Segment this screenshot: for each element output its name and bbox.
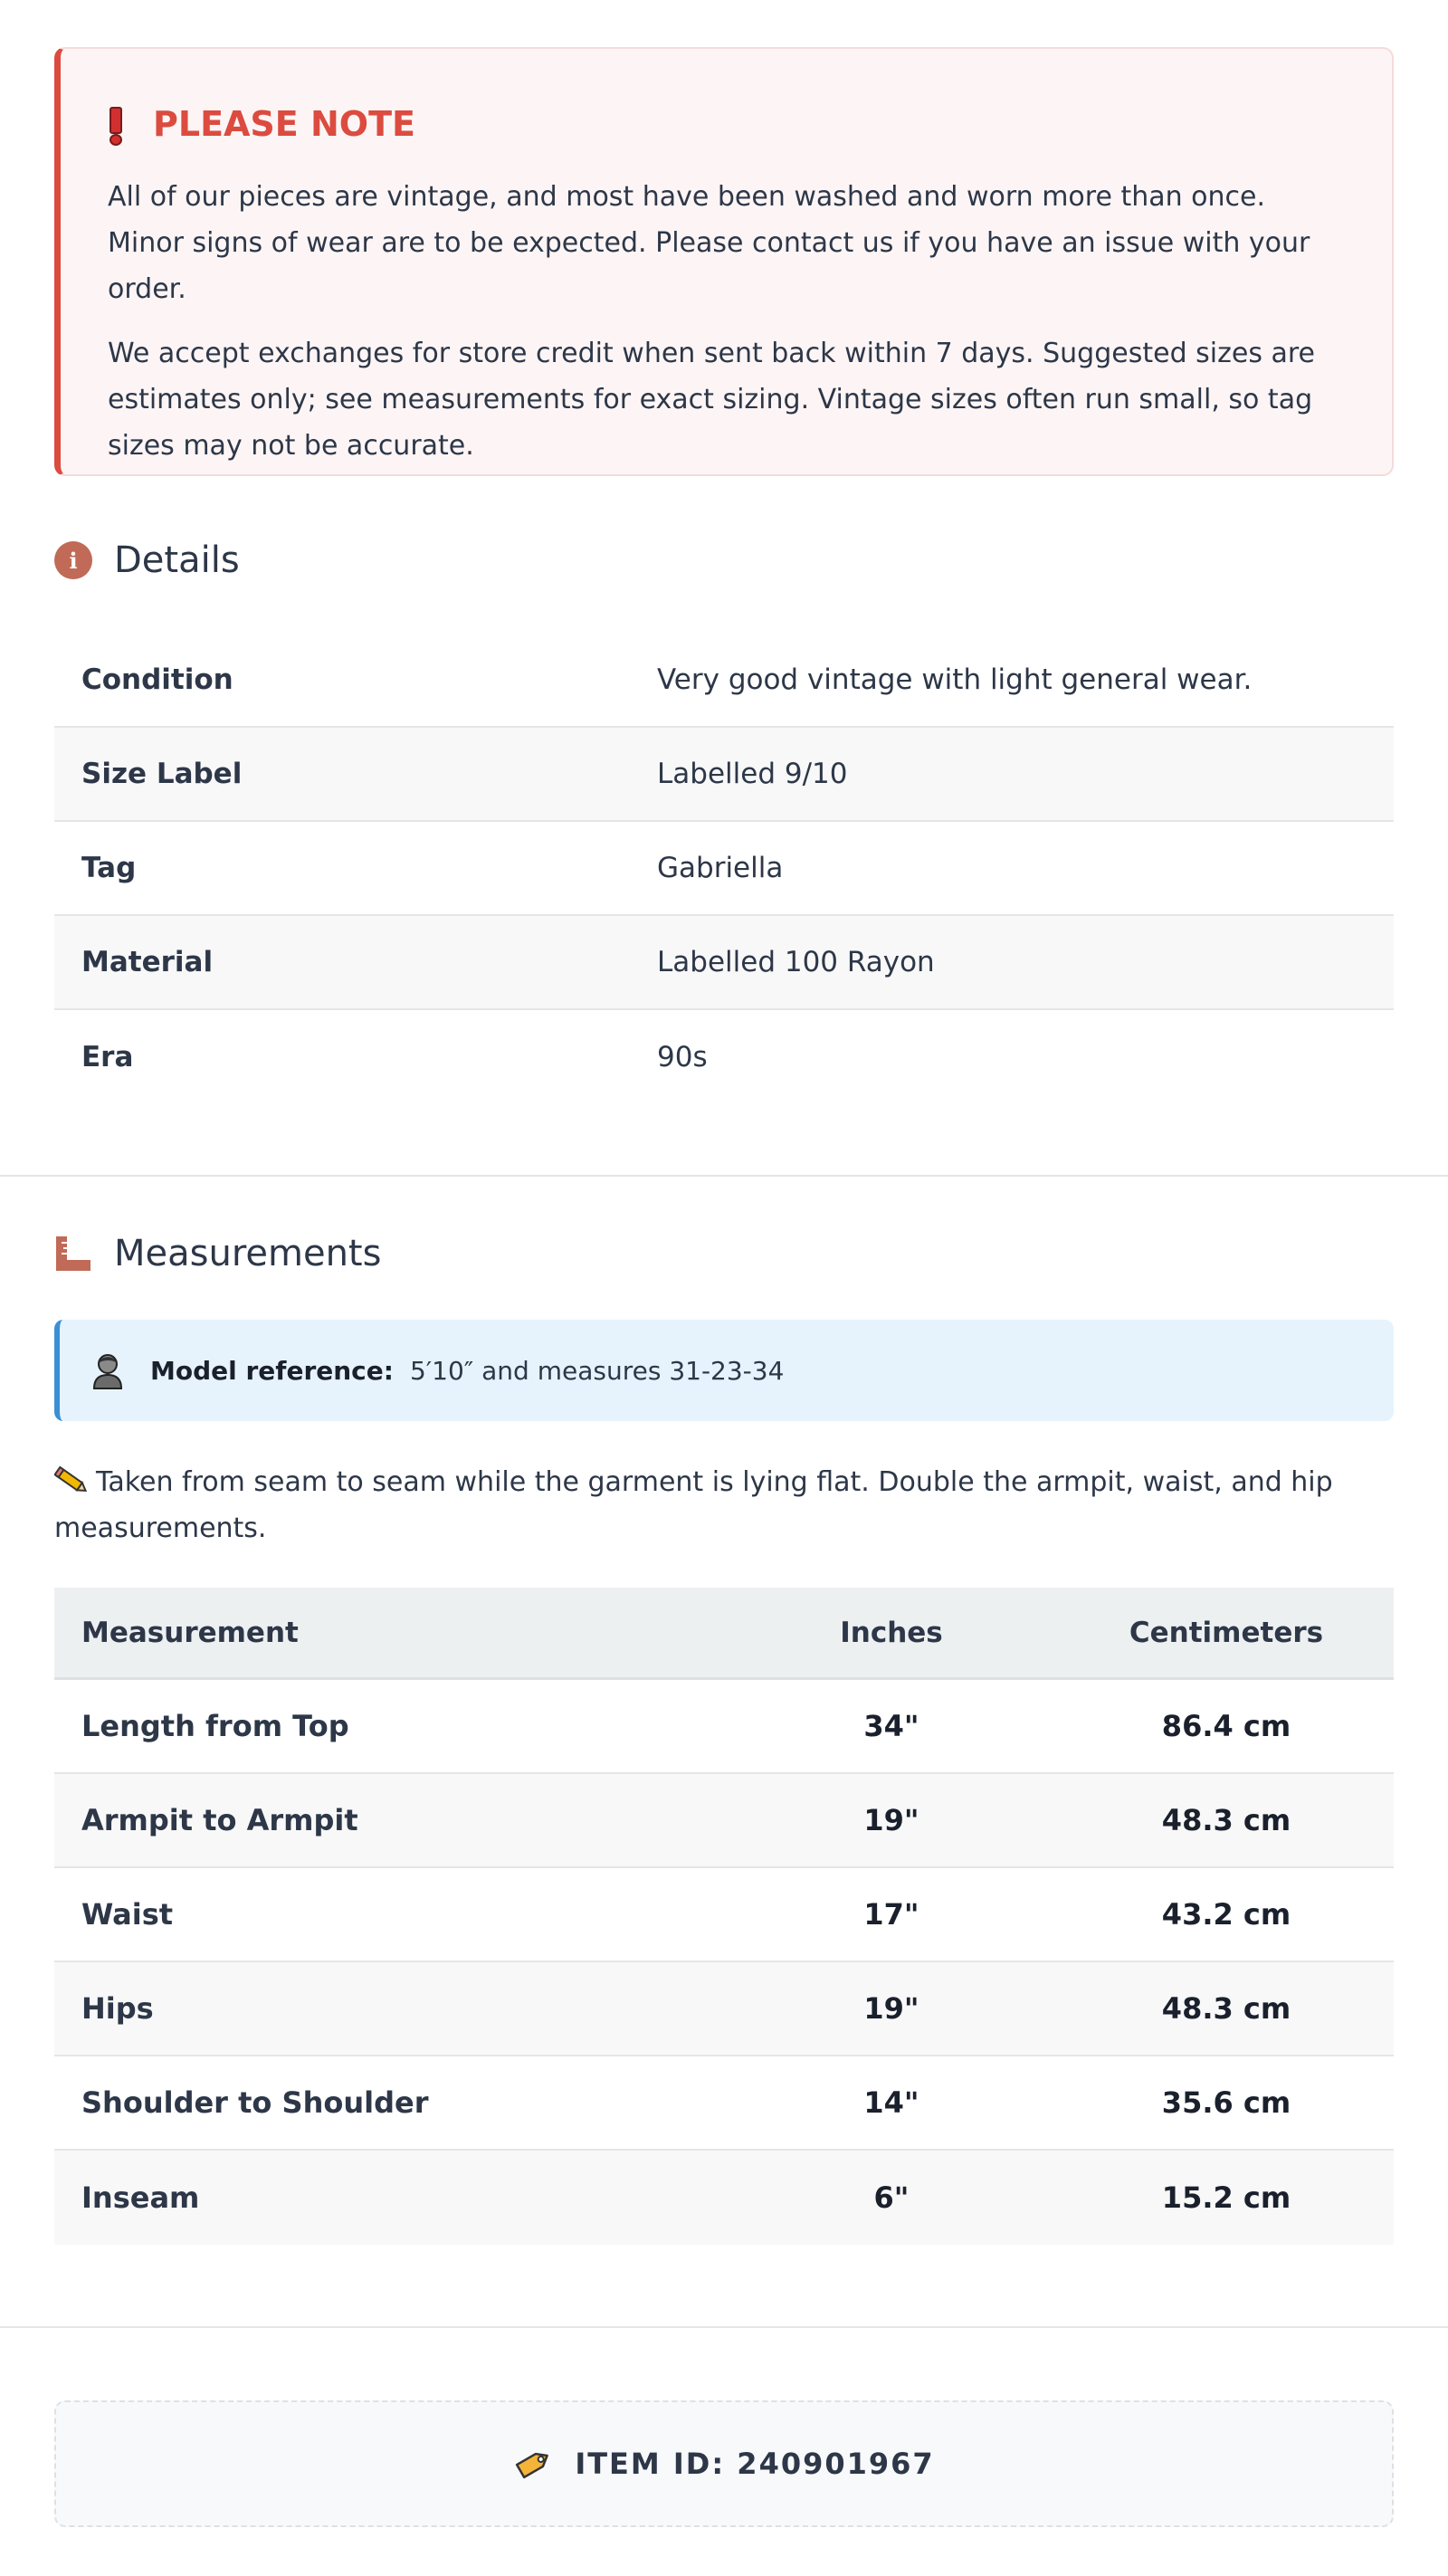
section-divider bbox=[0, 1175, 1448, 1177]
model-reference-label: Model reference: bbox=[150, 1355, 394, 1386]
ruler-icon bbox=[54, 1235, 92, 1273]
measurement-name: Armpit to Armpit bbox=[81, 1803, 358, 1837]
measurements-heading-text: Measurements bbox=[114, 1233, 382, 1274]
measurement-cm: 35.6 cm bbox=[1161, 2085, 1291, 2120]
table-row bbox=[54, 2151, 1394, 2245]
details-value: 90s bbox=[657, 1041, 708, 1073]
details-heading bbox=[54, 539, 240, 581]
details-value: Labelled 9/10 bbox=[657, 758, 848, 790]
measurement-inches: 14" bbox=[863, 2085, 919, 2120]
model-reference-value: 5′10″ and measures 31-23-34 bbox=[409, 1355, 785, 1386]
details-key: Tag bbox=[81, 852, 137, 884]
details-row bbox=[54, 728, 1394, 822]
measurement-cm: 48.3 cm bbox=[1161, 1803, 1291, 1837]
measurement-inches: 17" bbox=[863, 1897, 919, 1932]
details-key: Size Label bbox=[81, 758, 243, 790]
measurement-inches: 19" bbox=[863, 1803, 919, 1837]
notice-title-text: PLEASE NOTE bbox=[153, 104, 415, 144]
measurement-note-text: Taken from seam to seam while the garment is lying flat. Double the armpit, waist, and hip measurements. bbox=[54, 1466, 1333, 1544]
measurement-note bbox=[54, 1459, 1376, 1551]
tag-icon bbox=[513, 2444, 553, 2484]
column-header-measurement: Measurement bbox=[81, 1616, 299, 1649]
measurement-inches: 34" bbox=[863, 1709, 919, 1743]
table-row bbox=[54, 1680, 1394, 1774]
info-icon: i bbox=[54, 541, 92, 579]
details-key: Condition bbox=[81, 663, 233, 696]
measurement-name: Hips bbox=[81, 1991, 154, 2026]
measurement-cm: 86.4 cm bbox=[1161, 1709, 1291, 1743]
table-row bbox=[54, 1868, 1394, 1962]
item-id-text: ITEM ID: 240901967 bbox=[575, 2447, 935, 2481]
details-row bbox=[54, 916, 1394, 1010]
pencil-icon bbox=[54, 1465, 89, 1496]
table-row bbox=[54, 1962, 1394, 2056]
measurement-cm: 43.2 cm bbox=[1161, 1897, 1291, 1932]
measurement-name: Waist bbox=[81, 1897, 174, 1932]
table-row bbox=[54, 1774, 1394, 1868]
person-icon bbox=[90, 1351, 125, 1389]
column-header-inches: Inches bbox=[840, 1616, 943, 1649]
notice-box bbox=[54, 47, 1394, 476]
exclamation-icon bbox=[108, 107, 119, 141]
notice-title bbox=[108, 101, 1348, 147]
measurement-inches: 6" bbox=[873, 2180, 910, 2215]
notice-paragraph-1: All of our pieces are vintage, and most have been washed and worn more than once. Minor signs of wear are to be expected. Please contact us if you have an issue with your order. bbox=[108, 181, 1310, 305]
column-header-centimeters: Centimeters bbox=[1129, 1616, 1324, 1649]
measurements-table-header bbox=[54, 1588, 1394, 1680]
measurements-heading bbox=[54, 1233, 381, 1274]
details-table bbox=[54, 634, 1394, 1104]
details-value: Gabriella bbox=[657, 852, 784, 884]
section-divider bbox=[0, 2326, 1448, 2328]
details-heading-text: Details bbox=[114, 539, 240, 581]
measurement-inches: 19" bbox=[863, 1991, 919, 2026]
details-key: Material bbox=[81, 946, 214, 978]
details-row bbox=[54, 822, 1394, 916]
item-id-box bbox=[54, 2400, 1394, 2527]
measurement-name: Inseam bbox=[81, 2180, 200, 2215]
measurement-cm: 15.2 cm bbox=[1161, 2180, 1291, 2215]
measurement-name: Length from Top bbox=[81, 1709, 349, 1743]
details-row bbox=[54, 634, 1394, 728]
table-row bbox=[54, 2056, 1394, 2151]
details-row bbox=[54, 1010, 1394, 1104]
notice-paragraph-2: We accept exchanges for store credit when sent back within 7 days. Suggested sizes are estimates only; see measurements for exact sizing. Vintage sizes often run small, so tag sizes may not be accurate. bbox=[108, 338, 1316, 462]
model-reference-banner bbox=[54, 1320, 1394, 1421]
details-value: Very good vintage with light general wear. bbox=[657, 663, 1253, 696]
details-value: Labelled 100 Rayon bbox=[657, 946, 935, 978]
measurement-cm: 48.3 cm bbox=[1161, 1991, 1291, 2026]
details-key: Era bbox=[81, 1041, 134, 1073]
measurement-name: Shoulder to Shoulder bbox=[81, 2085, 429, 2120]
measurements-table bbox=[54, 1588, 1394, 2245]
